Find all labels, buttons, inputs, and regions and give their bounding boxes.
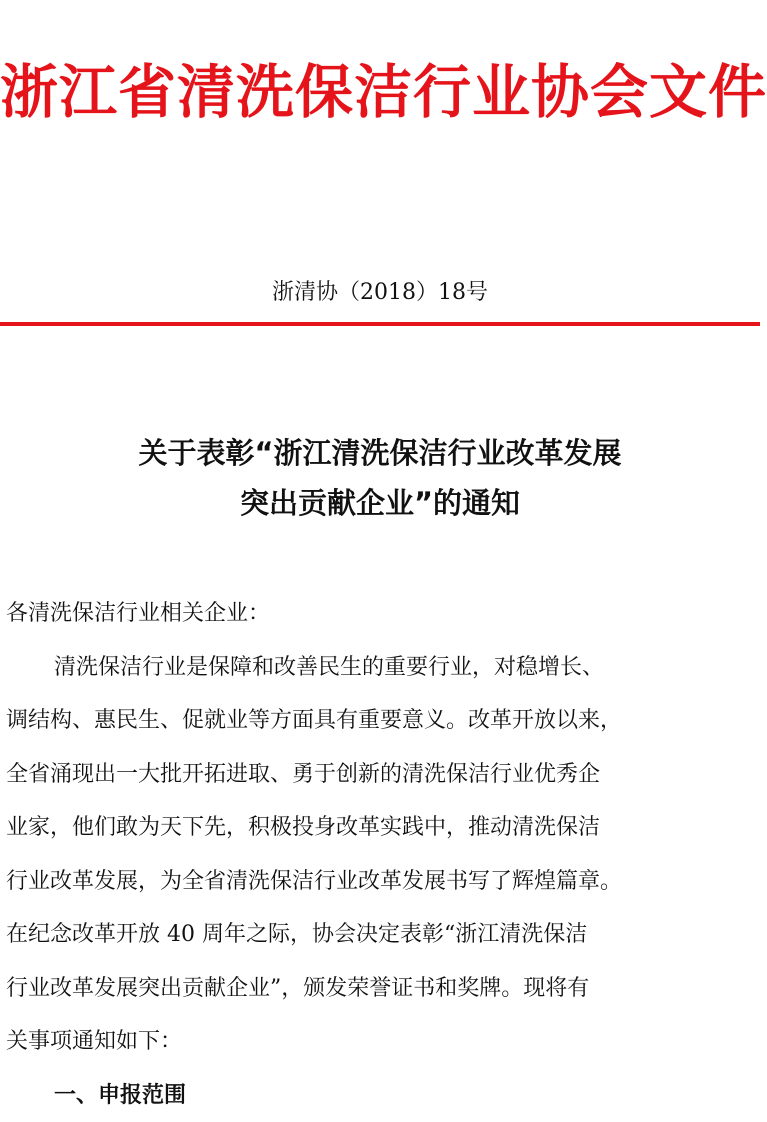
document-title [0,428,760,528]
section-heading-scope: 一、申报范围 [6,1069,756,1122]
paragraph-line: 业家，他们敢为天下先，积极投身改革实践中，推动清洗保洁 [6,801,756,855]
paragraph-line: 行业改革发展突出贡献企业”，颁发荣誉证书和奖牌。现将有 [6,962,756,1016]
paragraph-line: 关事项通知如下： [6,1015,756,1069]
salutation: 各清洗保洁行业相关企业： [6,587,756,641]
document-title-line-2: 突出贡献企业”的通知 [0,478,760,528]
paragraph-line: 在纪念改革开放 40 周年之际，协会决定表彰“浙江清洗保洁 [6,908,756,962]
paragraph-line: 清洗保洁行业是保障和改善民生的重要行业，对稳增长、 [6,641,756,695]
paragraph-line: 行业改革发展，为全省清洗保洁行业改革发展书写了辉煌篇章。 [6,855,756,909]
header-divider-line [0,322,760,326]
document-number: 浙清协（2018）18号 [0,276,760,310]
issuer-header-title: 浙江省清洗保洁行业协会文件 [0,52,760,132]
document-body [6,587,756,1122]
paragraph-line: 调结构、惠民生、促就业等方面具有重要意义。改革开放以来， [6,694,756,748]
paragraph-line: 全省涌现出一大批开拓进取、勇于创新的清洗保洁行业优秀企 [6,748,756,802]
document-title-line-1: 关于表彰“浙江清洗保洁行业改革发展 [0,428,760,478]
